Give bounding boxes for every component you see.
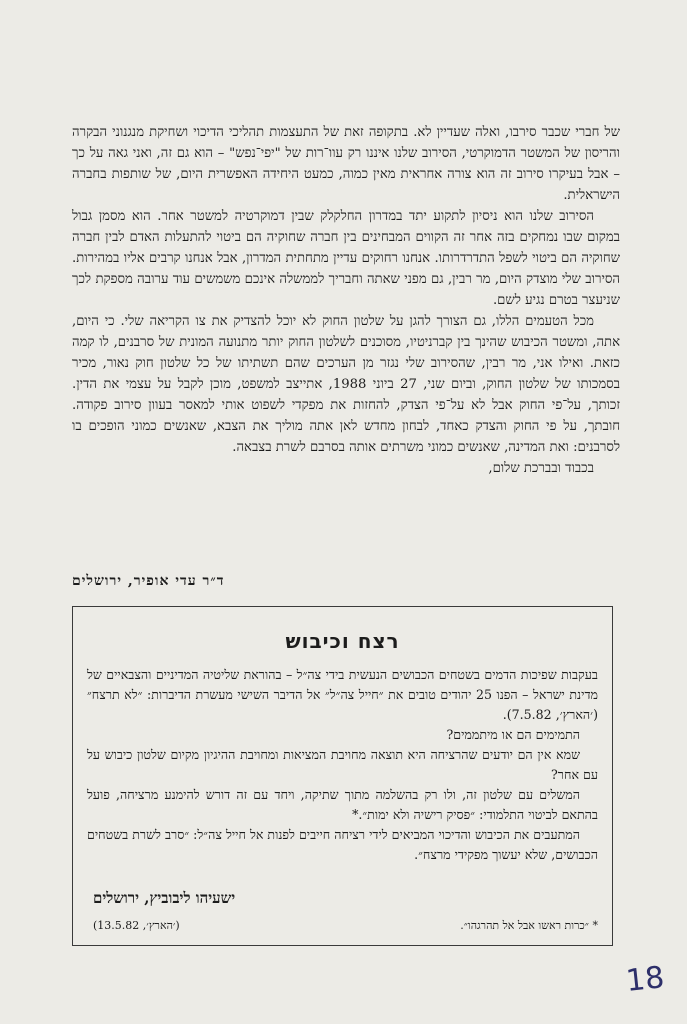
handwritten-page-number: 18	[624, 960, 666, 999]
article-footnote: * ״כרות ראשו אבל אל תהרגהו״.	[460, 919, 598, 932]
boxed-article	[72, 606, 613, 946]
article-paragraph-4: המשלים עם שלטון זה, ולו רק בהשלמה מתוך שתיקה, ויחד עם זה דורש להימנע מרציחה, פועל בהתאם לביטוי התלמודי: ״פסיק רישיה ולא ימות״.*	[87, 787, 598, 822]
article-source-date: (׳הארץ׳, 13.5.82)	[93, 919, 180, 932]
letter-paragraph-3: מכל הטעמים הללו, גם הצורך להגן על שלטון החוק לא יוכל להצדיק את צו הקריאה שלי. כי היום, אתה, ומשטר הכיבוש שהינך בין קברניטיו, מסוכנים לשלטון החוק יותר מתנועה המונית של סרבנים, לו קמה כזאת. ואילו אני, מר רבין, שהסירוב שלי נגזר מן הערכים שהם תשתיתו של כל שלטון חוק נאור, מכיר בסמכותו של שלטון החוק, וביום שני, 27 ביוני 1988, אתייצב למשפט, מוכן לקבל על עצמי את הדין. זכותך, על־פי החוק אבל לא על־פי הצדק, להחזות את מפקדי לשפוט אותי למאסר בעוון סירוב פקודה. חובתך, על פי החוק והצדק כאחד, לבחון מחדש לאן אתה מוליך את הצבא, שאנשים כמוני הופכים בו לסרבנים: ואת המדינה, שאנשים כמוני משרתים אותה בסרבם לשרת בצבאה.	[72, 314, 620, 455]
article-paragraph-3: שמא אין הם יודעים שהרציחה היא תוצאה מחויבת המציאות ומחויבת ההיגיון מקיום שלטון כיבוש על עם אחר?	[87, 747, 598, 782]
letter-paragraph-1: של חברי שכבר סירבו, ואלה שעדיין לא. בתקופה זאת של התעצמות תהליכי הדיכוי ושחיקת מנגנוני הבקרה והריסון של המשטר הדמוקרטי, הסירוב שלנו איננו רק עוו־רות של "יפי־נפש" – הוא גם זה, ואני גאה על כך – אבל בעיקרו סירוב זה הוא צורה אחראית מאין כמוה, כמעט היחידה האפשרית היום, של שותפות בחברה הישראלית.	[72, 125, 620, 203]
article-paragraph-1: בעקבות שפיכות הדמים בשטחים הכבושים הנעשית בידי צה״ל – בהוראת שליטיה המדיניים והצבאיים של מדינת ישראל – הפנו 25 יהודים טובים את ״חייל צה״ל״ אל הדיבר השישי מעשרת הדיברות: ״לא תרצח״ (׳הארץ׳, 7.5.82).	[87, 667, 598, 722]
article-paragraph-5: המתעבים את הכיבוש והדיכוי המביאים לידי רציחה חייבים לפנות אל חייל צה״ל: ״סרב לשרת בשטחים הכבושים, שלא יעשוך מפקידי מרצח״.	[87, 827, 598, 862]
article-paragraph-2: התמימים הם או מיתממים?	[446, 727, 580, 742]
article-signature: ישעיהו ליבוביץ, ירושלים	[93, 889, 236, 907]
article-title: רצח וכיבוש	[285, 629, 400, 653]
letter-body	[72, 122, 620, 479]
letter-signature: ד״ר עדי אופיר, ירושלים	[72, 573, 225, 589]
article-body	[87, 665, 598, 865]
letter-closing: בכבוד ובברכת שלום,	[488, 461, 594, 476]
letter-paragraph-2: הסירוב שלנו הוא ניסיון לתקוע יתד במדרון החלקלק שבין דמוקרטיה למשטר אחר. הוא מסמן גבול במקום שבו נמחקים בזה אחר זה הקווים המבחינים בין חברה שחוקיה הם ביטוי להתעלות האדם לבין חברה שחוקיה הם ביטוי לשפל התדרדרותו. אנחנו רחוקים עדיין מתחתית המדרון, אבל אנחנו קרבים אליו במהירות. הסירוב שלי מוצדק היום, מר רבין, גם מפני שאתה וחבריך לממשלה אינכם משמשים עוד ערובה מספקת לכך שניעצר בטרם נגיע לשם.	[72, 209, 620, 308]
